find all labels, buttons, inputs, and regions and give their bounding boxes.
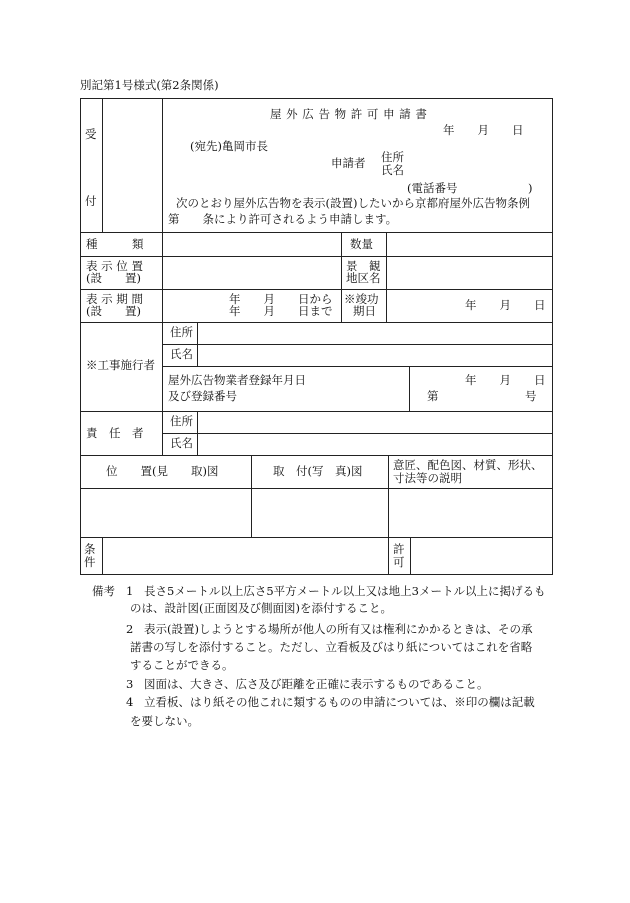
responsible-address-label: 住所 (170, 414, 193, 428)
note-4-num: 4 (126, 695, 134, 709)
registration-label-2: 及び登録番号 (168, 389, 237, 403)
conditions-label-2: 件 (84, 555, 96, 569)
responsible-label: 責 任 者 (86, 426, 144, 440)
completion-label-2: 期日 (353, 304, 376, 318)
period-to: 年 月 日まで (229, 304, 333, 318)
conditions-label-1: 条 (84, 542, 96, 556)
receipt-top-char: 受 (85, 127, 97, 141)
applicant-address-label: 住所 (381, 150, 404, 164)
contractor-label: ※工事施行者 (86, 358, 155, 372)
notes-heading: 備考 (92, 584, 115, 598)
registration-label-1: 屋外広告物業者登録年月日 (168, 373, 306, 387)
permit-label-1: 許 (393, 542, 405, 556)
landscape-label-2: 地区名 (346, 271, 381, 285)
statement-line-2: 第 条により許可されるよう申請します。 (168, 212, 398, 226)
landscape-label-1: 景 観 (346, 259, 381, 273)
note-3-num: 3 (126, 677, 134, 691)
statement-line-1: 次のとおり屋外広告物を表示(設置)したいから京都府屋外広告物条例 (176, 196, 530, 210)
note-1-num: 1 (126, 584, 134, 598)
completion-label-1: ※竣功 (344, 292, 379, 306)
application-title: 屋 外 広 告 物 許 可 申 請 書 (270, 107, 428, 121)
applicant-name-label: 氏名 (381, 163, 404, 177)
completion-date: 年 月 日 (465, 298, 546, 312)
design-label-2: 寸法等の説明 (393, 471, 462, 485)
note-2-line-2: 諾書の写しを添付すること。ただし、立看板及びはり紙についてはこれを省略 (130, 640, 533, 654)
receipt-bottom-char: 付 (85, 194, 97, 208)
note-1-line-1: 長さ5メートル以上広さ5平方メートル以上又は地上3メートル以上に掲げるも (144, 584, 546, 598)
type-label: 種 類 (86, 237, 144, 251)
note-2-num: 2 (126, 622, 134, 636)
form-number: 別記第1号様式(第2条関係) (80, 78, 219, 92)
contractor-address-label: 住所 (170, 325, 193, 339)
permit-label-2: 可 (393, 555, 405, 569)
phone-label: (電話番号 (407, 181, 458, 195)
quantity-label: 数量 (350, 237, 373, 251)
registration-no-prefix: 第 (427, 389, 439, 403)
phone-close: ) (528, 181, 533, 195)
period-label-1: 表 示 期 間 (86, 292, 143, 306)
responsible-name-label: 氏名 (170, 436, 193, 450)
location-label-1: 表 示 位 置 (86, 259, 143, 273)
contractor-name-label: 氏名 (170, 347, 193, 361)
photo-label: 取 付(写 真)図 (273, 464, 363, 478)
note-3-line-1: 図面は、大きさ、広さ及び距離を正確に表示するものであること。 (144, 677, 489, 691)
registration-no-suffix: 号 (525, 389, 537, 403)
note-1-line-2: のは、設計図(正面図及び側面図)を添付すること。 (130, 601, 392, 615)
map-label: 位 置(見 取)図 (106, 464, 219, 478)
form-table (80, 98, 553, 575)
design-label-1: 意匠、配色図、材質、形状、 (393, 458, 543, 472)
note-2-line-1: 表示(設置)しようとする場所が他人の所有又は権利にかかるときは、その承 (144, 622, 533, 636)
addressee: (宛先)亀岡市長 (190, 139, 268, 153)
note-4-line-1: 立看板、はり紙その他これに類するものの申請については、※印の欄は記載 (144, 695, 535, 709)
registration-date: 年 月 日 (465, 373, 546, 387)
period-from: 年 月 日から (229, 292, 333, 306)
note-4-line-2: を要しない。 (130, 714, 199, 728)
application-date: 年 月 日 (443, 123, 524, 137)
applicant-label: 申請者 (331, 156, 366, 170)
period-label-2: (設 置) (86, 304, 141, 318)
location-label-2: (設 置) (86, 271, 141, 285)
note-2-line-3: することができる。 (130, 658, 234, 672)
